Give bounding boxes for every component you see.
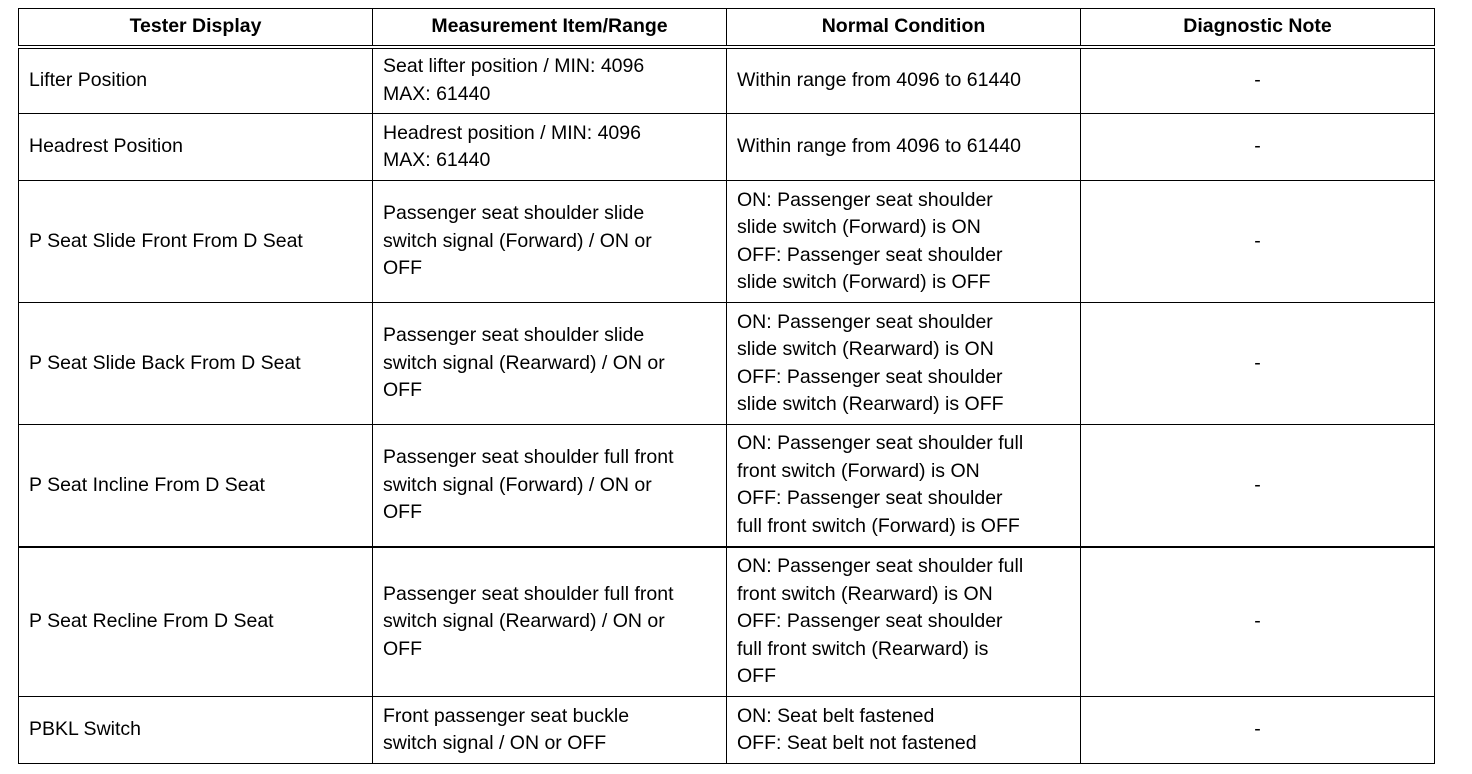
column-header-diagnostic-note: Diagnostic Note [1081,9,1435,47]
diagnostic-note-cell: - [1081,303,1435,425]
measurement-cell: Passenger seat shoulder slide switch signal (Forward) / ON or OFF [373,181,727,303]
diagnostic-note-cell: - [1081,425,1435,547]
tester-display-cell: Headrest Position [19,114,373,181]
tester-display-cell: PBKL Switch [19,697,373,764]
table-header-row [19,9,1435,47]
table-row [19,303,1435,425]
tester-display-cell: P Seat Slide Front From D Seat [19,181,373,303]
tester-display-cell: P Seat Slide Back From D Seat [19,303,373,425]
table-row [19,547,1435,697]
measurement-cell: Seat lifter position / MIN: 4096 MAX: 61440 [373,47,727,114]
measurement-cell: Headrest position / MIN: 4096 MAX: 61440 [373,114,727,181]
normal-condition-cell: Within range from 4096 to 61440 [727,47,1081,114]
diagnostic-note-cell: - [1081,114,1435,181]
measurement-cell: Passenger seat shoulder full front switch signal (Rearward) / ON or OFF [373,547,727,697]
table-row [19,697,1435,764]
normal-condition-cell: ON: Passenger seat shoulder full front switch (Rearward) is ON OFF: Passenger seat shoulder full front switch (Rearward) is OFF [727,547,1081,697]
column-header-measurement: Measurement Item/Range [373,9,727,47]
measurement-cell: Passenger seat shoulder slide switch signal (Rearward) / ON or OFF [373,303,727,425]
column-header-normal-condition: Normal Condition [727,9,1081,47]
table-row [19,47,1435,114]
tester-display-cell: P Seat Incline From D Seat [19,425,373,547]
tester-display-cell: Lifter Position [19,47,373,114]
table-row [19,425,1435,547]
normal-condition-cell: ON: Passenger seat shoulder full front switch (Forward) is ON OFF: Passenger seat shoulder full front switch (Forward) is OFF [727,425,1081,547]
measurement-cell: Passenger seat shoulder full front switch signal (Forward) / ON or OFF [373,425,727,547]
table-row [19,114,1435,181]
normal-condition-cell: ON: Seat belt fastened OFF: Seat belt not fastened [727,697,1081,764]
normal-condition-cell: ON: Passenger seat shoulder slide switch (Rearward) is ON OFF: Passenger seat shoulder slide switch (Rearward) is OFF [727,303,1081,425]
diagnostic-note-cell: - [1081,547,1435,697]
tester-display-cell: P Seat Recline From D Seat [19,547,373,697]
diagnostic-note-cell: - [1081,181,1435,303]
column-header-tester-display: Tester Display [19,9,373,47]
diagnostic-note-cell: - [1081,697,1435,764]
diagnostic-note-cell: - [1081,47,1435,114]
measurement-cell: Front passenger seat buckle switch signal / ON or OFF [373,697,727,764]
table-row [19,181,1435,303]
data-list-table [18,8,1435,764]
normal-condition-cell: ON: Passenger seat shoulder slide switch (Forward) is ON OFF: Passenger seat shoulder slide switch (Forward) is OFF [727,181,1081,303]
normal-condition-cell: Within range from 4096 to 61440 [727,114,1081,181]
